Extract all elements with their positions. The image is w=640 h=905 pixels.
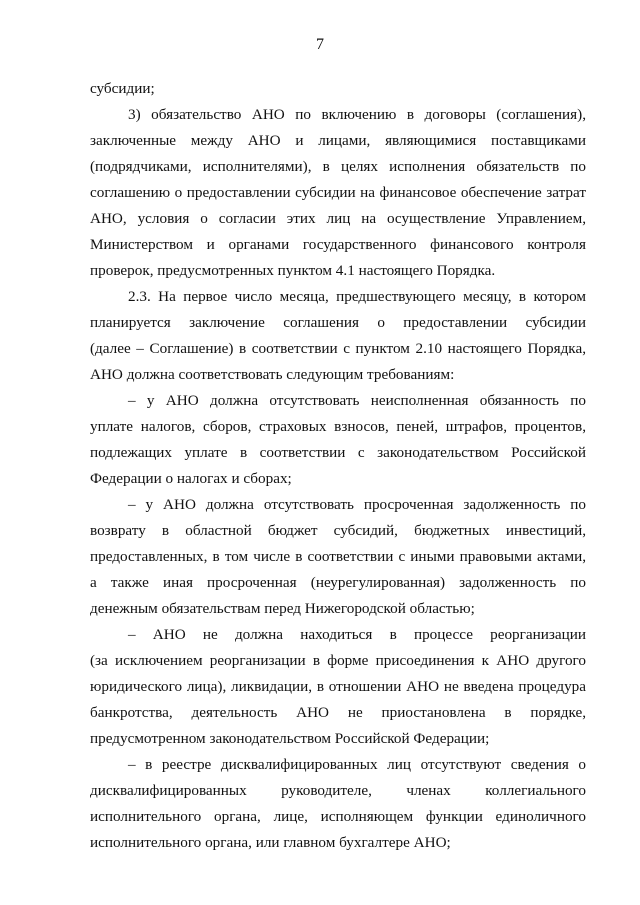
text-line: АНО, условия о согласии этих лиц на осуществление Управлением,: [90, 210, 586, 227]
text-line: – АНО не должна находиться в процессе реорганизации: [128, 626, 586, 643]
text-line: (далее – Соглашение) в соответствии с пунктом 2.10 настоящего Порядка,: [90, 340, 586, 357]
text-line: (подрядчиками, исполнителями), в целях исполнения обязательств по: [90, 158, 586, 175]
text-line: Федерации о налогах и сборах;: [90, 470, 292, 487]
text-line: 3) обязательство АНО по включению в договоры (соглашения),: [128, 106, 586, 123]
page-number: 7: [316, 36, 324, 53]
text-line: Министерством и органами государственного финансового контроля: [90, 236, 586, 253]
text-line: банкротства, деятельность АНО не приостановлена в порядке,: [90, 704, 586, 721]
text-line: предоставленных, в том числе в соответствии с иными правовыми актами,: [90, 548, 586, 565]
text-line: дисквалифицированных руководителе, членах коллегиального: [90, 782, 586, 799]
text-line: подлежащих уплате в соответствии с законодательством Российской: [90, 444, 586, 461]
text-line: соглашению о предоставлении субсидии на финансовое обеспечение затрат: [90, 184, 586, 201]
text-line: юридического лица), ликвидации, в отношении АНО не введена процедура: [90, 678, 586, 695]
text-line: планируется заключение соглашения о предоставлении субсидии: [90, 314, 586, 331]
text-line: денежным обязательствам перед Нижегородской областью;: [90, 600, 475, 617]
text-line: – в реестре дисквалифицированных лиц отсутствуют сведения о: [128, 756, 586, 773]
text-line: – у АНО должна отсутствовать неисполненная обязанность по: [128, 392, 586, 409]
text-line: предусмотренном законодательством Российской Федерации;: [90, 730, 490, 747]
text-line: АНО должна соответствовать следующим требованиям:: [90, 366, 455, 383]
text-line: заключенные между АНО и лицами, являющимися поставщиками: [90, 132, 586, 149]
text-line: – у АНО должна отсутствовать просроченная задолженность по: [128, 496, 586, 513]
text-line: (за исключением реорганизации в форме присоединения к АНО другого: [90, 652, 586, 669]
text-line: исполнительного органа, лице, исполняющем функции единоличного: [90, 808, 586, 825]
text-line: исполнительного органа, или главном бухгалтере АНО;: [90, 834, 451, 851]
document-body: [90, 76, 586, 856]
text-line: уплате налогов, сборов, страховых взносов, пеней, штрафов, процентов,: [90, 418, 586, 435]
text-line: возврату в областной бюджет субсидий, бюджетных инвестиций,: [90, 522, 586, 539]
text-line: проверок, предусмотренных пунктом 4.1 настоящего Порядка.: [90, 262, 496, 279]
text-line: 2.3. На первое число месяца, предшествующего месяцу, в котором: [128, 288, 586, 305]
text-line: а также иная просроченная (неурегулированная) задолженность по: [90, 574, 586, 591]
text-line: субсидии;: [90, 80, 155, 97]
